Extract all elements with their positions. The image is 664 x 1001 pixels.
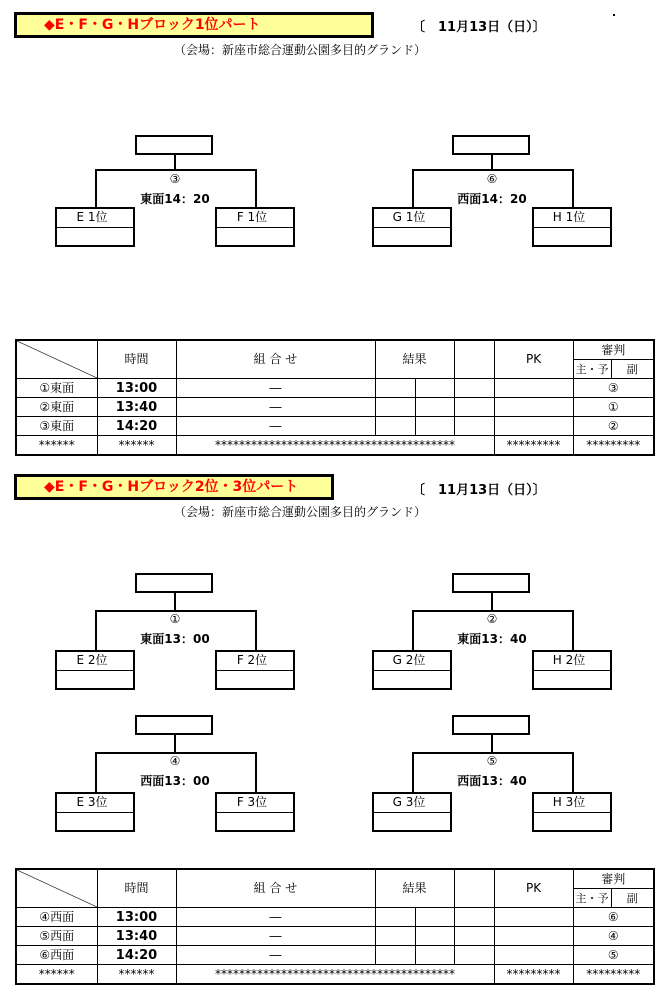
result-right [415, 946, 454, 965]
result-left [375, 417, 415, 436]
bracket-line [572, 169, 574, 207]
result-left [375, 379, 415, 398]
winner-box [135, 573, 213, 593]
header-referee: 審判 [573, 869, 654, 889]
footer-cell: ********* [573, 965, 654, 985]
match-number: ② [486, 612, 498, 626]
header-ref-sub: 副 [611, 360, 654, 379]
header-result: 結果 [375, 340, 454, 379]
match-time: 西面13：00 [140, 774, 210, 788]
winner-box [452, 135, 530, 155]
header-ref-sub: 副 [611, 889, 654, 908]
header-ref-main: 主・予 [573, 889, 611, 908]
team-name: F 1位 [217, 209, 293, 228]
winner-box [135, 135, 213, 155]
result-right [415, 417, 454, 436]
table-footer-row [16, 965, 654, 985]
time: 13:40 [97, 927, 176, 946]
team-name: E 2位 [57, 652, 133, 671]
team-box [532, 207, 612, 247]
bracket-line [95, 610, 97, 650]
header-ref-main: 主・予 [573, 360, 611, 379]
referee: ① [573, 398, 654, 417]
court: ④西面 [16, 908, 97, 927]
table-row [16, 398, 654, 417]
blank-cell [454, 908, 494, 927]
team-box [55, 650, 135, 690]
time: 14:20 [97, 417, 176, 436]
result-left [375, 946, 415, 965]
referee: ⑤ [573, 946, 654, 965]
referee: ③ [573, 379, 654, 398]
bracket-line [572, 610, 574, 650]
match-number: ③ [169, 172, 181, 186]
combo: ― [176, 908, 375, 927]
bracket-line [95, 169, 257, 171]
bracket-line [491, 735, 493, 752]
team-name: H 1位 [534, 209, 610, 228]
team-name: G 3位 [374, 794, 450, 813]
match-number: ④ [169, 754, 181, 768]
winner-box [452, 573, 530, 593]
bracket-line [255, 169, 257, 207]
result-left [375, 398, 415, 417]
bracket-line [491, 155, 493, 169]
schedule-table [15, 339, 655, 456]
team-box [55, 792, 135, 832]
footer-cell: ********* [494, 436, 573, 456]
time: 13:00 [97, 379, 176, 398]
footer-cell: ****** [16, 965, 97, 985]
referee: ⑥ [573, 908, 654, 927]
time: 13:00 [97, 908, 176, 927]
blank-cell [454, 379, 494, 398]
court: ①東面 [16, 379, 97, 398]
team-box [55, 207, 135, 247]
bracket-line [174, 155, 176, 169]
bracket-line [95, 169, 97, 207]
team-name: H 3位 [534, 794, 610, 813]
team-box [215, 792, 295, 832]
bracket-line [412, 752, 414, 792]
section-2-venue: （会場：新座市総合運動公園多目的グランド） [174, 505, 427, 519]
section-1-date: 〔 11月13日（日）〕 [412, 20, 546, 35]
header-blank [454, 869, 494, 908]
bracket-line [491, 593, 493, 610]
table-row [16, 946, 654, 965]
footer-cell: **************************************** [176, 436, 494, 456]
team-box [215, 207, 295, 247]
result-left [375, 908, 415, 927]
combo: ― [176, 379, 375, 398]
result-right [415, 379, 454, 398]
result-right [415, 398, 454, 417]
bracket-line [174, 593, 176, 610]
court: ⑥西面 [16, 946, 97, 965]
header-blank [454, 340, 494, 379]
combo: ― [176, 398, 375, 417]
result-right [415, 908, 454, 927]
team-name: E 1位 [57, 209, 133, 228]
time: 14:20 [97, 946, 176, 965]
bracket-line [255, 752, 257, 792]
team-box [532, 792, 612, 832]
pk-cell [494, 379, 573, 398]
blank-cell [454, 927, 494, 946]
court: ②東面 [16, 398, 97, 417]
bracket-line [412, 610, 414, 650]
time: 13:40 [97, 398, 176, 417]
match-number: ⑥ [486, 172, 498, 186]
referee: ④ [573, 927, 654, 946]
pk-cell [494, 908, 573, 927]
court: ③東面 [16, 417, 97, 436]
section-1-venue: （会場：新座市総合運動公園多目的グランド） [174, 43, 427, 57]
result-left [375, 927, 415, 946]
pk-cell [494, 398, 573, 417]
table-row [16, 379, 654, 398]
team-box [215, 650, 295, 690]
match-time: 東面13：00 [140, 632, 210, 646]
team-box [372, 792, 452, 832]
header-referee: 審判 [573, 340, 654, 360]
section-1-title: ◆E・F・G・Hブロック1位パート [14, 12, 374, 38]
bracket-line [174, 735, 176, 752]
winner-box [135, 715, 213, 735]
footer-cell: ********* [494, 965, 573, 985]
combo: ― [176, 417, 375, 436]
team-name: F 2位 [217, 652, 293, 671]
corner-dot [613, 14, 615, 16]
table-row [16, 417, 654, 436]
bracket-line [412, 169, 414, 207]
header-pk: PK [494, 340, 573, 379]
header-pk: PK [494, 869, 573, 908]
bracket-line [95, 752, 97, 792]
header-corner [16, 869, 97, 908]
table-footer-row [16, 436, 654, 456]
team-name: G 2位 [374, 652, 450, 671]
header-result: 結果 [375, 869, 454, 908]
blank-cell [454, 398, 494, 417]
match-time: 西面13：40 [457, 774, 527, 788]
referee: ② [573, 417, 654, 436]
table-row [16, 908, 654, 927]
match-time: 西面14：20 [457, 192, 527, 206]
bracket-line [412, 169, 574, 171]
team-box [372, 207, 452, 247]
blank-cell [454, 417, 494, 436]
section-2-title: ◆E・F・G・Hブロック2位・3位パート [14, 474, 334, 500]
header-combo: 組 合 せ [176, 869, 375, 908]
pk-cell [494, 946, 573, 965]
court: ⑤西面 [16, 927, 97, 946]
footer-cell: ****** [97, 965, 176, 985]
footer-cell: **************************************** [176, 965, 494, 985]
schedule-table [15, 868, 655, 985]
bracket-line [572, 752, 574, 792]
footer-cell: ****** [16, 436, 97, 456]
header-time: 時間 [97, 869, 176, 908]
blank-cell [454, 946, 494, 965]
winner-box [452, 715, 530, 735]
pk-cell [494, 417, 573, 436]
pk-cell [494, 927, 573, 946]
combo: ― [176, 927, 375, 946]
header-time: 時間 [97, 340, 176, 379]
bracket-line [255, 610, 257, 650]
match-time: 東面14：20 [140, 192, 210, 206]
footer-cell: ********* [573, 436, 654, 456]
team-box [532, 650, 612, 690]
footer-cell: ****** [97, 436, 176, 456]
match-number: ⑤ [486, 754, 498, 768]
team-box [372, 650, 452, 690]
section-2-date: 〔 11月13日（日）〕 [412, 483, 546, 498]
team-name: G 1位 [374, 209, 450, 228]
combo: ― [176, 946, 375, 965]
result-right [415, 927, 454, 946]
team-name: F 3位 [217, 794, 293, 813]
match-number: ① [169, 612, 181, 626]
team-name: E 3位 [57, 794, 133, 813]
header-corner [16, 340, 97, 379]
match-time: 東面13：40 [457, 632, 527, 646]
header-combo: 組 合 せ [176, 340, 375, 379]
table-row [16, 927, 654, 946]
team-name: H 2位 [534, 652, 610, 671]
